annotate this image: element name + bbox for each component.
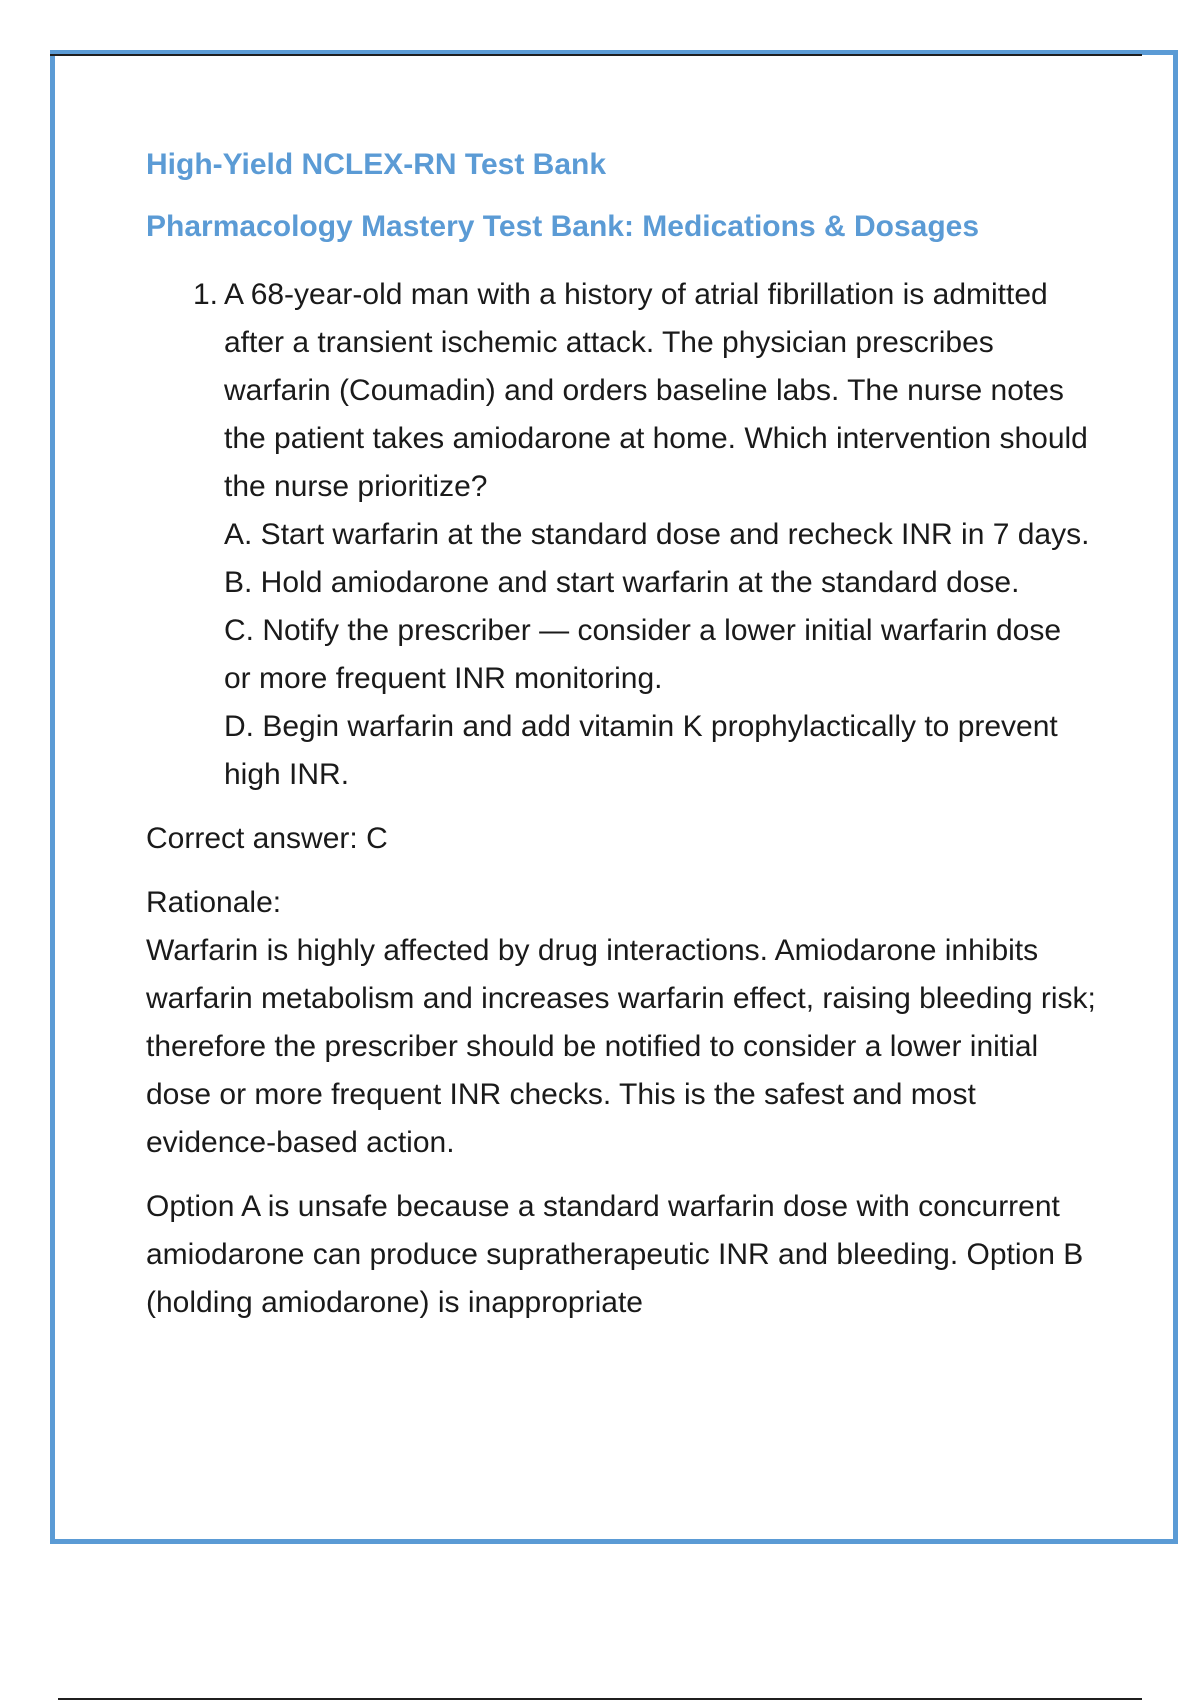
question-stem: A 68-year-old man with a history of atrial fibrillation is admitted after a transient ischemic attack. The physician prescribes warfarin (Coumadin) and orders baseline labs. The nurse notes the patient takes amiodarone at home. Which intervention should the nurse prioritize? xyxy=(224,278,1088,503)
question-number: 1. xyxy=(192,278,218,311)
option-b: B. Hold amiodarone and start warfarin at the standard dose. xyxy=(224,566,1020,599)
option-c: C. Notify the prescriber — consider a lower initial warfarin dose or more frequent INR monitoring. xyxy=(224,614,1061,695)
rationale-paragraph-1: Warfarin is highly affected by drug interactions. Amiodarone inhibits warfarin metabolism and increases warfarin effect, raising bleeding risk; therefore the prescriber should be notified to consider a lower initial dose or more frequent INR checks. This is the safest and most evidence-based action. xyxy=(146,934,1096,1159)
option-a: A. Start warfarin at the standard dose and recheck INR in 7 days. xyxy=(224,518,1090,551)
correct-answer: Correct answer: C xyxy=(146,822,388,855)
test-bank-title: High-Yield NCLEX-RN Test Bank xyxy=(146,148,607,181)
rationale-label: Rationale: xyxy=(146,886,282,919)
option-d: D. Begin warfarin and add vitamin K prophylactically to prevent high INR. xyxy=(224,710,1058,791)
top-rule xyxy=(50,54,1142,56)
question-body xyxy=(224,271,1094,799)
question-1 xyxy=(146,271,1106,799)
section-title: Pharmacology Mastery Test Bank: Medications & Dosages xyxy=(146,210,980,243)
document-content xyxy=(146,145,1106,1327)
rationale-paragraph-2: Option A is unsafe because a standard warfarin dose with concurrent amiodarone can produce supratherapeutic INR and bleeding. Option B (holding amiodarone) is inappropriate xyxy=(146,1190,1084,1319)
